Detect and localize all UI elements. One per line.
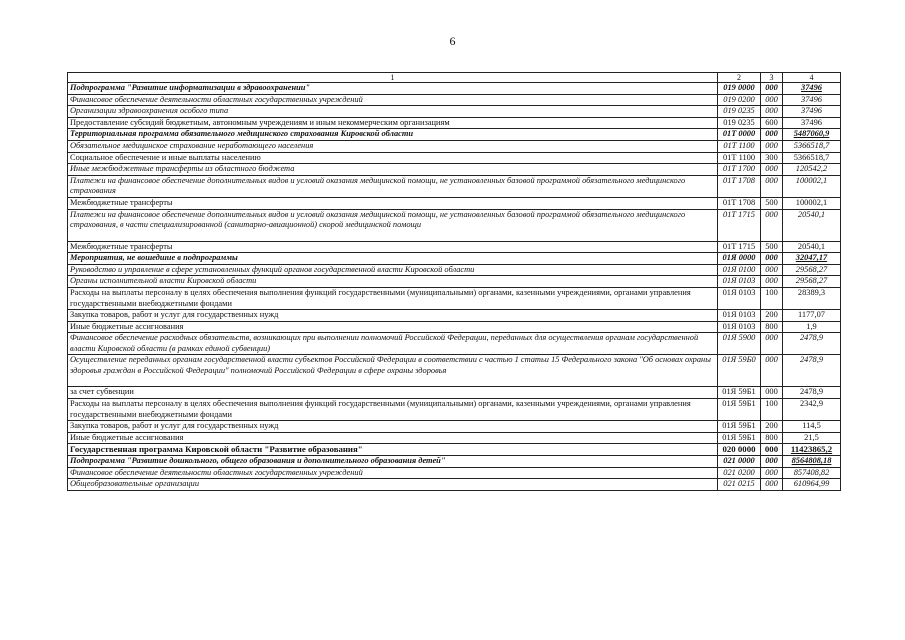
row-amount-cell: 2478,9 xyxy=(783,333,841,355)
table-row xyxy=(68,175,841,197)
budget-table xyxy=(67,72,841,491)
page-number: 6 xyxy=(449,34,456,48)
row-amount-cell: 100002,1 xyxy=(783,197,841,209)
row-amount-cell: 29568,27 xyxy=(783,276,841,288)
row-amount-cell: 114,5 xyxy=(783,421,841,433)
row-name-cell: Государственная программа Кировской области "Развитие образования" xyxy=(68,444,718,456)
row-type-cell: 000 xyxy=(761,333,783,355)
column-number: 4 xyxy=(783,73,841,83)
row-name-cell: Закупка товаров, работ и услуг для государственных нужд xyxy=(68,310,718,322)
row-name-cell: Иные бюджетные ассигнования xyxy=(68,432,718,444)
table-row xyxy=(68,209,841,241)
row-amount-cell: 37496 xyxy=(783,83,841,95)
row-name-cell: Общеобразовательные организации xyxy=(68,479,718,491)
table-row xyxy=(68,456,841,468)
table-row xyxy=(68,129,841,141)
row-amount-cell: 610964,99 xyxy=(783,479,841,491)
row-amount-cell: 5366518,7 xyxy=(783,152,841,164)
column-number-header xyxy=(68,73,841,83)
row-type-cell: 000 xyxy=(761,106,783,118)
row-code-cell: 01Я 59Б1 xyxy=(718,432,761,444)
row-amount-cell: 20540,1 xyxy=(783,209,841,241)
row-type-cell: 000 xyxy=(761,164,783,176)
table-row xyxy=(68,83,841,95)
column-number: 2 xyxy=(718,73,761,83)
row-code-cell: 01Я 0000 xyxy=(718,253,761,265)
row-type-cell: 000 xyxy=(761,276,783,288)
row-code-cell: 01Т 1100 xyxy=(718,140,761,152)
row-name-cell: Межбюджетные трансферты xyxy=(68,241,718,253)
row-type-cell: 500 xyxy=(761,241,783,253)
row-amount-cell: 857408,82 xyxy=(783,467,841,479)
row-amount-cell: 5487060,9 xyxy=(783,129,841,141)
row-code-cell: 020 0000 xyxy=(718,444,761,456)
row-type-cell: 000 xyxy=(761,140,783,152)
row-type-cell: 000 xyxy=(761,456,783,468)
row-amount-cell: 8564808,18 xyxy=(783,456,841,468)
table-row xyxy=(68,253,841,265)
row-code-cell: 01Я 0103 xyxy=(718,321,761,333)
row-amount-cell: 2342,9 xyxy=(783,399,841,421)
table-row xyxy=(68,333,841,355)
row-name-cell: за счет субвенции xyxy=(68,387,718,399)
row-amount-cell: 2478,9 xyxy=(783,387,841,399)
table-row xyxy=(68,287,841,309)
row-name-cell: Руководство и управление в сфере установленных функций органов государственной власти Кировской области xyxy=(68,264,718,276)
table-row xyxy=(68,94,841,106)
row-code-cell: 021 0000 xyxy=(718,456,761,468)
table-row xyxy=(68,197,841,209)
row-code-cell: 01Т 0000 xyxy=(718,129,761,141)
row-code-cell: 01Я 59Б1 xyxy=(718,421,761,433)
row-name-cell: Подпрограмма "Развитие информатизации в здравоохранении" xyxy=(68,83,718,95)
row-amount-cell: 28389,3 xyxy=(783,287,841,309)
row-name-cell: Осуществление переданных органам государственной власти субъектов Российской Федерации в соответствии с частью 1 статьи 15 Федерального закона "Об основах охраны здоровья граждан в Российской Федерации" полномочий Российской Федерации в сфере охраны здоровья xyxy=(68,355,718,387)
row-code-cell: 01Я 59Б0 xyxy=(718,355,761,387)
row-name-cell: Мероприятия, не вошедшие в подпрограммы xyxy=(68,253,718,265)
row-type-cell: 000 xyxy=(761,129,783,141)
row-code-cell: 01Я 59Б1 xyxy=(718,387,761,399)
row-code-cell: 01Я 0103 xyxy=(718,287,761,309)
row-name-cell: Финансовое обеспечение деятельности областных государственных учреждений xyxy=(68,94,718,106)
row-name-cell: Территориальная программа обязательного медицинского страхования Кировской области xyxy=(68,129,718,141)
row-type-cell: 000 xyxy=(761,444,783,456)
row-type-cell: 300 xyxy=(761,152,783,164)
row-amount-cell: 1,9 xyxy=(783,321,841,333)
table-row xyxy=(68,432,841,444)
row-code-cell: 01Т 1715 xyxy=(718,209,761,241)
row-name-cell: Социальное обеспечение и иные выплаты населению xyxy=(68,152,718,164)
row-code-cell: 01Т 1715 xyxy=(718,241,761,253)
row-name-cell: Межбюджетные трансферты xyxy=(68,197,718,209)
table-row xyxy=(68,321,841,333)
table-row xyxy=(68,479,841,491)
row-amount-cell: 32047,17 xyxy=(783,253,841,265)
table-row xyxy=(68,399,841,421)
row-type-cell: 200 xyxy=(761,310,783,322)
row-type-cell: 000 xyxy=(761,467,783,479)
row-type-cell: 100 xyxy=(761,287,783,309)
column-number: 3 xyxy=(761,73,783,83)
row-name-cell: Расходы на выплаты персоналу в целях обеспечения выполнения функций государственными (муниципальными) органами, казенными учреждениями, органами управления государственными внебюджетными фондами xyxy=(68,287,718,309)
row-name-cell: Обязательное медицинское страхование неработающего населения xyxy=(68,140,718,152)
row-amount-cell: 37496 xyxy=(783,117,841,129)
column-number: 1 xyxy=(68,73,718,83)
table-row xyxy=(68,241,841,253)
row-type-cell: 800 xyxy=(761,432,783,444)
row-name-cell: Подпрограмма "Развитие дошкольного, общего образования и дополнительного образования детей" xyxy=(68,456,718,468)
row-type-cell: 200 xyxy=(761,421,783,433)
row-amount-cell: 29568,27 xyxy=(783,264,841,276)
row-type-cell: 000 xyxy=(761,387,783,399)
row-type-cell: 000 xyxy=(761,83,783,95)
table-row xyxy=(68,421,841,433)
row-type-cell: 000 xyxy=(761,264,783,276)
table-row xyxy=(68,467,841,479)
table-row xyxy=(68,164,841,176)
row-code-cell: 01Т 1700 xyxy=(718,164,761,176)
table-row xyxy=(68,117,841,129)
row-amount-cell: 20540,1 xyxy=(783,241,841,253)
row-code-cell: 01Я 0100 xyxy=(718,264,761,276)
row-code-cell: 019 0235 xyxy=(718,117,761,129)
row-code-cell: 021 0200 xyxy=(718,467,761,479)
table-row xyxy=(68,152,841,164)
table-row xyxy=(68,444,841,456)
row-amount-cell: 21,5 xyxy=(783,432,841,444)
row-name-cell: Расходы на выплаты персоналу в целях обеспечения выполнения функций государственными (муниципальными) органами, казенными учреждениями, органами управления государственными внебюджетными фондами xyxy=(68,399,718,421)
row-type-cell: 500 xyxy=(761,197,783,209)
row-code-cell: 021 0215 xyxy=(718,479,761,491)
row-type-cell: 000 xyxy=(761,209,783,241)
row-name-cell: Органы исполнительной власти Кировской области xyxy=(68,276,718,288)
table-row xyxy=(68,106,841,118)
row-code-cell: 01Т 1708 xyxy=(718,197,761,209)
row-code-cell: 019 0200 xyxy=(718,94,761,106)
row-amount-cell: 100002,1 xyxy=(783,175,841,197)
row-amount-cell: 37496 xyxy=(783,94,841,106)
row-code-cell: 01Я 5900 xyxy=(718,333,761,355)
row-amount-cell: 11423865,2 xyxy=(783,444,841,456)
row-amount-cell: 1177,07 xyxy=(783,310,841,322)
row-code-cell: 01Т 1708 xyxy=(718,175,761,197)
row-code-cell: 01Т 1100 xyxy=(718,152,761,164)
row-type-cell: 100 xyxy=(761,399,783,421)
row-type-cell: 000 xyxy=(761,479,783,491)
row-name-cell: Финансовое обеспечение расходных обязательств, возникающих при выполнении полномочий Российской Федерации, переданных для осуществления органам государственной власти Кировской области (в рамках единой субвенции) xyxy=(68,333,718,355)
row-code-cell: 01Я 0103 xyxy=(718,310,761,322)
row-name-cell: Иные межбюджетные трансферты из областного бюджета xyxy=(68,164,718,176)
row-code-cell: 019 0235 xyxy=(718,106,761,118)
row-amount-cell: 120542,2 xyxy=(783,164,841,176)
row-amount-cell: 2478,9 xyxy=(783,355,841,387)
row-name-cell: Организации здравоохранения особого типа xyxy=(68,106,718,118)
row-type-cell: 600 xyxy=(761,117,783,129)
table-row xyxy=(68,355,841,387)
row-name-cell: Платежи на финансовое обеспечение дополнительных видов и условий оказания медицинской помощи, не установленных базовой программой обязательного медицинского страхования xyxy=(68,175,718,197)
row-type-cell: 800 xyxy=(761,321,783,333)
row-code-cell: 01Я 0103 xyxy=(718,276,761,288)
row-type-cell: 000 xyxy=(761,355,783,387)
row-name-cell: Предоставление субсидий бюджетным, автономным учреждениям и иным некоммерческим организациям xyxy=(68,117,718,129)
table-row xyxy=(68,140,841,152)
table-row xyxy=(68,276,841,288)
row-name-cell: Финансовое обеспечение деятельности областных государственных учреждений xyxy=(68,467,718,479)
table-row xyxy=(68,387,841,399)
row-code-cell: 019 0000 xyxy=(718,83,761,95)
row-amount-cell: 5366518,7 xyxy=(783,140,841,152)
row-type-cell: 000 xyxy=(761,253,783,265)
row-type-cell: 000 xyxy=(761,94,783,106)
row-code-cell: 01Я 59Б1 xyxy=(718,399,761,421)
table-row xyxy=(68,310,841,322)
row-name-cell: Платежи на финансовое обеспечение дополнительных видов и условий оказания медицинской помощи, не установленных базовой программой обязательного медицинского страхования, в части специализированной (санитарно-авиационной) скорой медицинской помощи xyxy=(68,209,718,241)
row-type-cell: 000 xyxy=(761,175,783,197)
row-amount-cell: 37496 xyxy=(783,106,841,118)
row-name-cell: Иные бюджетные ассигнования xyxy=(68,321,718,333)
row-name-cell: Закупка товаров, работ и услуг для государственных нужд xyxy=(68,421,718,433)
table-row xyxy=(68,264,841,276)
